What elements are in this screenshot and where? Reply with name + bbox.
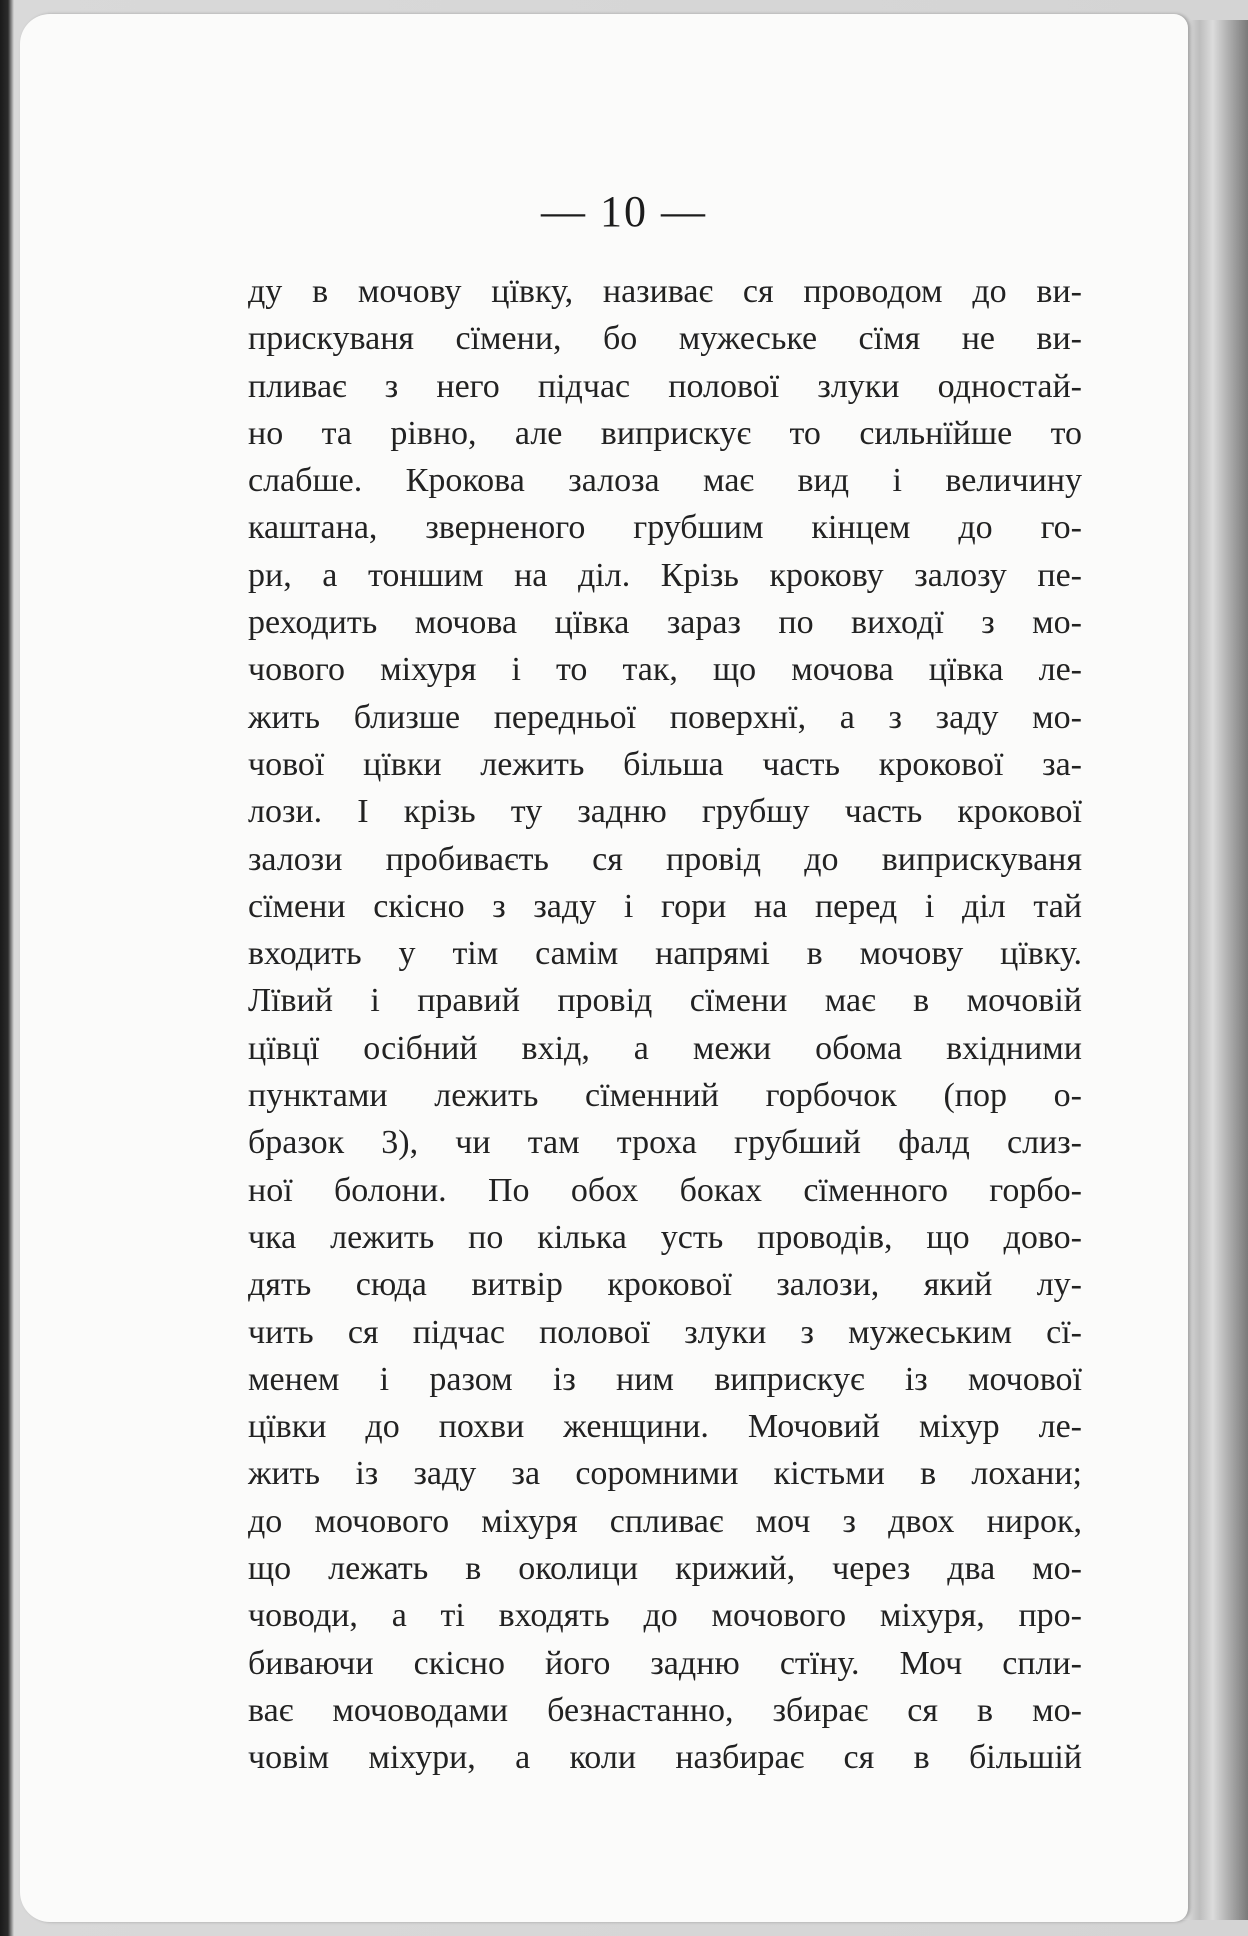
- text-line: жить із заду за соромними кістьми в лохани;: [248, 1455, 1082, 1493]
- text-line: прискуваня сїмени, бо мужеське сїмя не ви-: [248, 320, 1082, 358]
- text-line: каштана, зверненого грубшим кінцем до го-: [248, 509, 1082, 547]
- text-line: цївцї осібний вхід, а межи обома вхідними: [248, 1029, 1082, 1067]
- text-line: сїмени скісно з заду і гори на перед і діл тай: [248, 887, 1082, 925]
- text-line: що лежать в околици крижий, через два мо-: [248, 1550, 1082, 1588]
- text-line: чової цївки лежить більша часть крокової за-: [248, 745, 1082, 783]
- text-line: цївки до похви женщини. Мочовий міхур ле-: [248, 1408, 1082, 1446]
- text-line: дять сюда витвір крокової залози, який лу-: [248, 1266, 1082, 1304]
- text-line: чового міхуря і то так, що мочова цївка ле-: [248, 651, 1082, 689]
- body-text: [248, 268, 1082, 1782]
- text-line: но та рівно, але виприскує то сильнїйше то: [248, 414, 1082, 452]
- text-line: човоди, а ті входять до мочового міхуря, про-: [248, 1597, 1082, 1635]
- page-number: — 10 —: [541, 187, 707, 236]
- text-line: ри, а тоншим на діл. Крізь крокову залозу пе-: [248, 556, 1082, 594]
- text-line: ду в мочову цївку, називає ся проводом до ви-: [248, 273, 1082, 310]
- text-line: слабше. Крокова залоза має вид і величину: [248, 462, 1082, 500]
- text-line: залози пробиваєть ся провід до виприскуваня: [248, 840, 1082, 878]
- text-line: пунктами лежить сїменний горбочок (пор о-: [248, 1077, 1082, 1115]
- text-line: чка лежить по кілька усть проводів, що дово-: [248, 1218, 1082, 1256]
- text-line: до мочового міхуря спливає моч з двох нирок,: [248, 1502, 1082, 1540]
- text-line: чить ся підчас полової злуки з мужеським сї-: [248, 1313, 1082, 1351]
- text-line: човім міхури, а коли назбирає ся в більшій: [248, 1739, 1082, 1777]
- text-line: бразок 3), чи там троха грубший фалд слиз-: [248, 1124, 1082, 1162]
- text-line: биваючи скісно його задню стїну. Моч спли-: [248, 1644, 1082, 1682]
- text-line: входить у тім самім напрямі в мочову цївку.: [248, 935, 1082, 973]
- text-line: реходить мочова цївка зараз по виходї з мо-: [248, 604, 1082, 642]
- text-line: пливає з него підчас полової злуки одностай-: [248, 367, 1082, 405]
- text-line: лози. І крізь ту задню грубшу часть крокової: [248, 793, 1082, 831]
- text-line: жить близше передньої поверхнї, а з заду мо-: [248, 698, 1082, 736]
- text-line: ної болони. По обох боках сїменного горбо-: [248, 1171, 1082, 1209]
- text-line: ває мочоводами безнастанно, збирає ся в мо-: [248, 1691, 1082, 1729]
- text-line: менем і разом із ним виприскує із мочової: [248, 1360, 1082, 1398]
- text-line: Лївий і правий провід сїмени має в мочовій: [248, 982, 1082, 1020]
